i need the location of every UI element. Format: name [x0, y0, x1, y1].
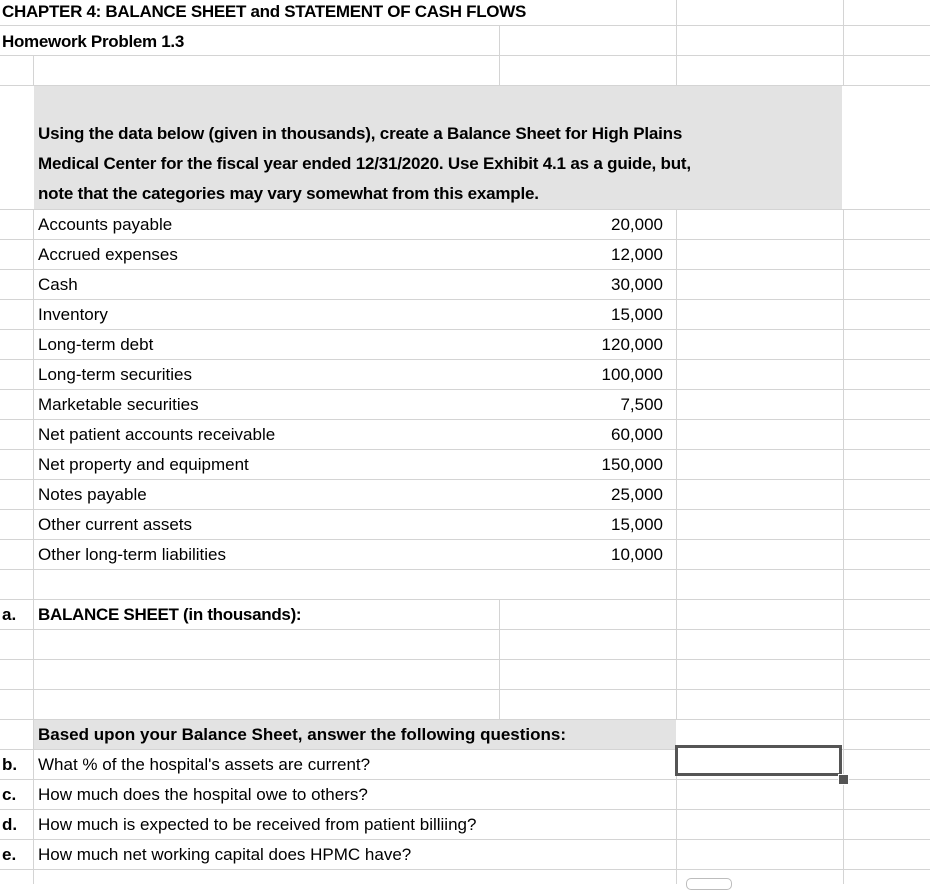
- item-value[interactable]: 15,000: [611, 305, 663, 324]
- question-text: What % of the hospital's assets are current?: [38, 755, 371, 774]
- item-label[interactable]: Other current assets: [38, 515, 193, 534]
- question-text: How much is expected to be received from patient billiing?: [38, 815, 477, 834]
- item-label[interactable]: Long-term securities: [38, 365, 193, 384]
- instructions-line-2: Medical Center for the fiscal year ended 12/31/2020. Use Exhibit 4.1 as a guide, but,: [38, 154, 691, 173]
- chapter-title: CHAPTER 4: BALANCE SHEET and STATEMENT OF CASH FLOWS: [2, 2, 526, 21]
- item-label[interactable]: Marketable securities: [38, 395, 199, 414]
- item-value[interactable]: 120,000: [601, 335, 663, 354]
- question-text: How much net working capital does HPMC have?: [38, 845, 412, 864]
- item-value[interactable]: 20,000: [611, 215, 663, 234]
- item-value[interactable]: 100,000: [601, 365, 663, 384]
- item-value[interactable]: 12,000: [611, 245, 663, 264]
- item-label[interactable]: Notes payable: [38, 485, 147, 504]
- questions-header: Based upon your Balance Sheet, answer the following questions:: [38, 725, 567, 744]
- item-label[interactable]: Other long-term liabilities: [38, 545, 227, 564]
- selected-answer-cell[interactable]: [675, 745, 842, 776]
- item-value[interactable]: 7,500: [620, 395, 663, 414]
- question-marker: e.: [2, 845, 17, 864]
- item-label[interactable]: Net property and equipment: [38, 455, 249, 474]
- section-a-marker: a.: [2, 605, 17, 624]
- item-label[interactable]: Net patient accounts receivable: [38, 425, 276, 444]
- item-value[interactable]: 10,000: [611, 545, 663, 564]
- scroll-stub[interactable]: [686, 878, 732, 890]
- question-text: How much does the hospital owe to others?: [38, 785, 368, 804]
- instructions-line-1: Using the data below (given in thousands), create a Balance Sheet for High Plains: [38, 124, 683, 143]
- problem-title: Homework Problem 1.3: [2, 32, 185, 51]
- fill-handle[interactable]: [838, 774, 849, 785]
- section-a-label: BALANCE SHEET (in thousands):: [38, 605, 302, 624]
- item-label[interactable]: Accounts payable: [38, 215, 173, 234]
- question-marker: d.: [2, 815, 18, 834]
- item-label[interactable]: Inventory: [38, 305, 108, 324]
- instructions-line-3: note that the categories may vary somewhat from this example.: [38, 184, 539, 203]
- item-value[interactable]: 150,000: [601, 455, 663, 474]
- question-marker: c.: [2, 785, 17, 804]
- item-value[interactable]: 25,000: [611, 485, 663, 504]
- question-marker: b.: [2, 755, 18, 774]
- item-label[interactable]: Long-term debt: [38, 335, 154, 354]
- item-value[interactable]: 30,000: [611, 275, 663, 294]
- item-label[interactable]: Cash: [38, 275, 78, 294]
- item-value[interactable]: 15,000: [611, 515, 663, 534]
- item-label[interactable]: Accrued expenses: [38, 245, 178, 264]
- item-value[interactable]: 60,000: [611, 425, 663, 444]
